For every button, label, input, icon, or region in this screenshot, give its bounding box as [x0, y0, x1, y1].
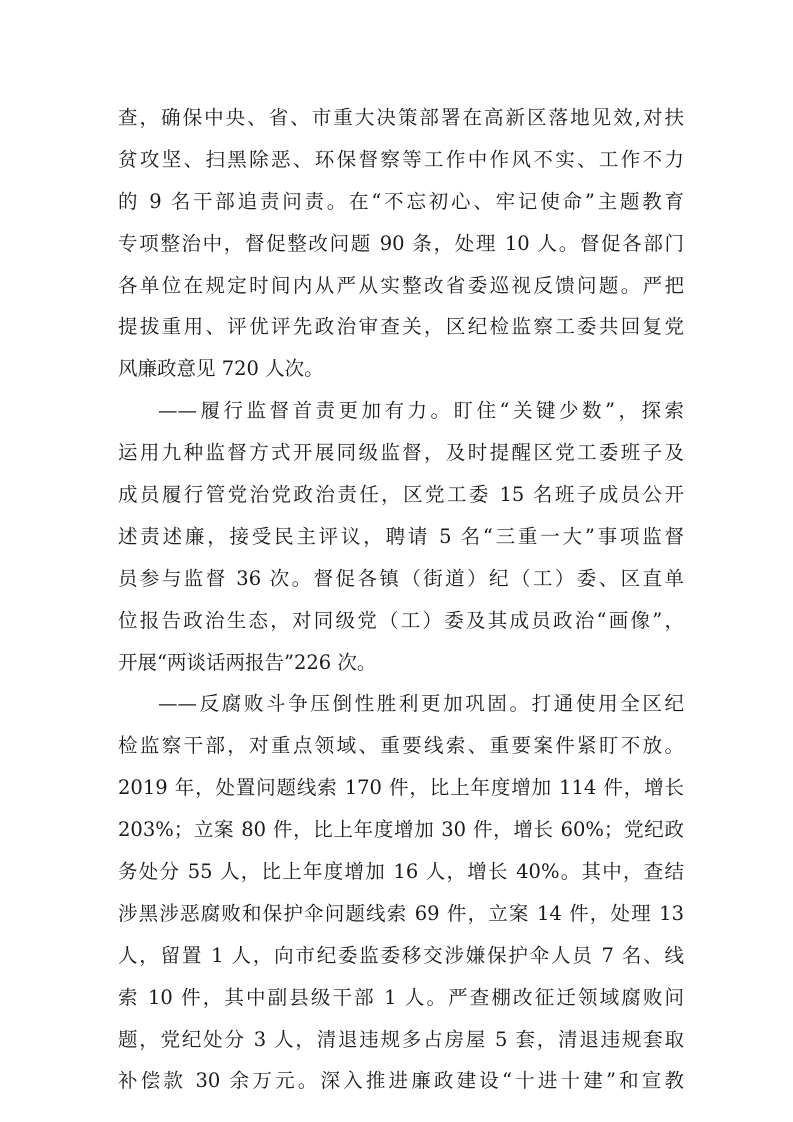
text-line: 提拔重用、评优评先政治审查关，区纪检监察工委共回复党 — [118, 315, 684, 339]
text-line: 补偿款 30 余万元。深入推进廉政建设“十进十建”和宣教 — [118, 1069, 684, 1093]
text-line: ——履行监督首责更加有力。盯住“关键少数”，探索 — [158, 399, 684, 423]
text-line: 2019 年，处置问题线索 170 件，比上年度增加 114 件，增长 — [118, 776, 684, 800]
text-line: 专项整治中，督促整改问题 90 条，处理 10 人。督促各部门 — [118, 231, 684, 255]
paragraph-political-supervision — [118, 97, 684, 390]
text-line: 位报告政治生态，对同级党（工）委及其成员政治“画像”， — [118, 608, 684, 632]
text-line: 203%；立案 80 件，比上年度增加 30 件，增长 60%；党纪政 — [118, 818, 684, 842]
text-line: 题，党纪处分 3 人，清退违规多占房屋 5 套，清退违规套取 — [118, 1027, 684, 1051]
text-line: 员参与监督 36 次。督促各镇（街道）纪（工）委、区直单 — [118, 566, 684, 590]
text-line: 索 10 件，其中副县级干部 1 人。严查棚改征迁领域腐败问 — [118, 985, 684, 1009]
text-line: 人，留置 1 人，向市纪委监委移交涉嫌保护伞人员 7 名、线 — [118, 943, 684, 967]
document-body — [118, 97, 684, 1102]
text-line: 贫攻坚、扫黑除恶、环保督察等工作中作风不实、工作不力 — [118, 147, 684, 171]
text-line: 务处分 55 人，比上年度增加 16 人，增长 40%。其中，查结 — [118, 860, 684, 884]
text-line: 述责述廉，接受民主评议，聘请 5 名“三重一大”事项监督 — [118, 524, 684, 548]
text-line: 涉黑涉恶腐败和保护伞问题线索 69 件，立案 14 件，处理 13 — [118, 901, 684, 925]
text-line: 运用九种监督方式开展同级监督，及时提醒区党工委班子及 — [118, 441, 684, 465]
text-line: 风廉政意见 720 人次。 — [118, 357, 324, 381]
text-line: 查，确保中央、省、市重大决策部署在高新区落地见效,对扶 — [118, 106, 684, 129]
text-line: 检监察干部，对重点领域、重要线索、重要案件紧盯不放。 — [118, 734, 684, 758]
text-line: 的 9 名干部追责问责。在“不忘初心、牢记使命”主题教育 — [118, 189, 684, 213]
text-line: 各单位在规定时间内从严从实整改省委巡视反馈问题。严把 — [118, 273, 684, 297]
paragraph-supervision-duty — [118, 390, 684, 683]
paragraph-anti-corruption — [118, 683, 684, 1102]
text-line: 成员履行管党治党政治责任，区党工委 15 名班子成员公开 — [118, 483, 684, 507]
text-line: ——反腐败斗争压倒性胜利更加巩固。打通使用全区纪 — [158, 692, 684, 716]
text-line: 开展“两谈话两报告”226 次。 — [118, 650, 377, 674]
